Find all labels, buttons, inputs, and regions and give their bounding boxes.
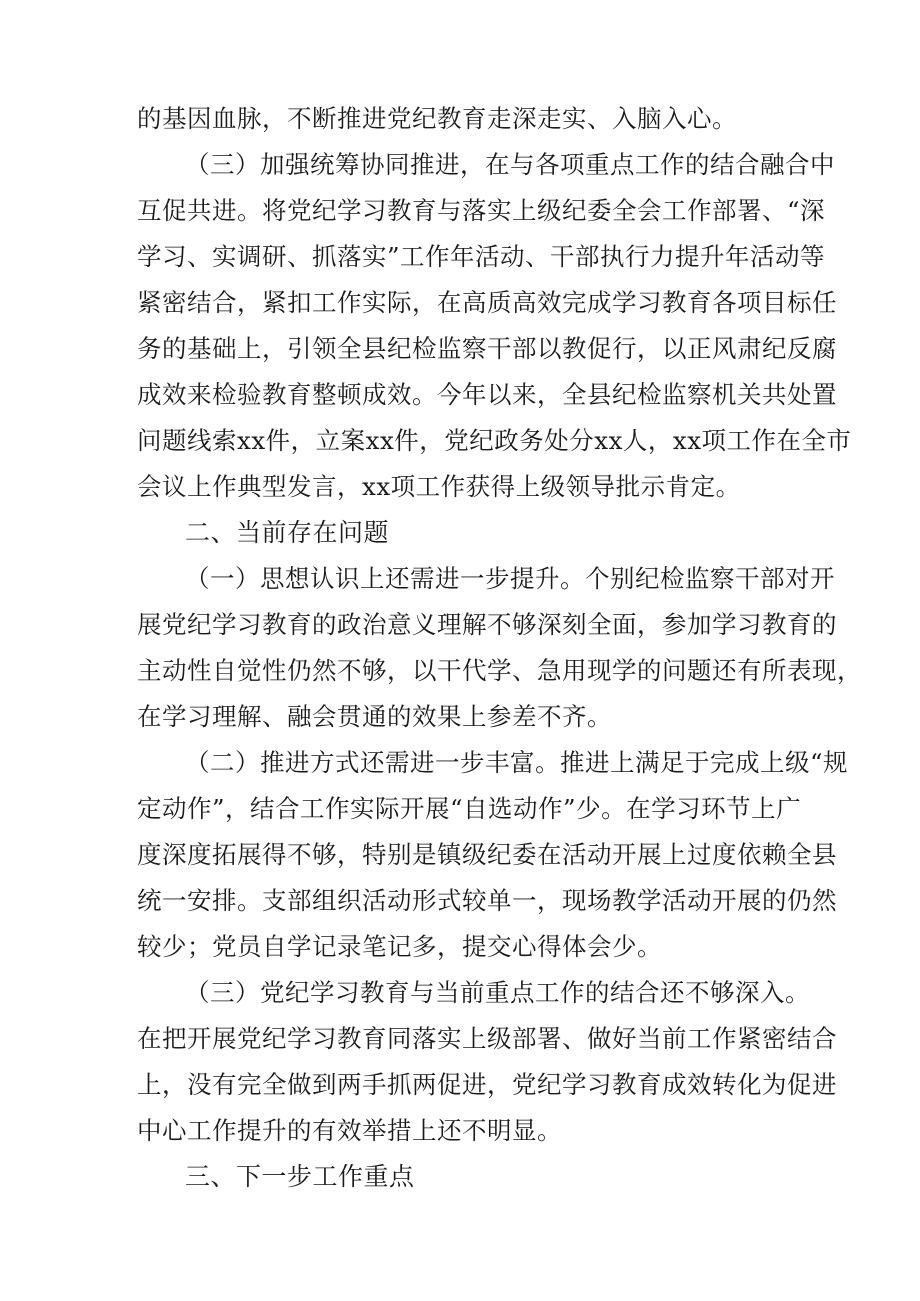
paragraph-line: 统一安排。支部组织活动形式较单一，现场教学活动开展的仍然 [137, 886, 837, 915]
paragraph-line: （三）党纪学习教育与当前重点工作的结合还不够深入。 [185, 978, 810, 1007]
paragraph-line: 较少；党员自学记录笔记多，提交心得体会少。 [137, 932, 662, 961]
paragraph-line: 在学习理解、融会贯通的效果上参差不齐。 [137, 702, 612, 731]
paragraph-line: 上，没有完全做到两手抓两促进，党纪学习教育成效转化为促进 [137, 1070, 837, 1099]
paragraph-line: 问题线索xx件，立案xx件，党纪政务处分xx人，xx项工作在全市 [137, 426, 852, 455]
paragraph-line: 互促共进。将党纪学习教育与落实上级纪委全会工作部署、“深 [137, 196, 826, 225]
paragraph-line: 成效来检验教育整顿成效。今年以来，全县纪检监察机关共处置 [137, 380, 837, 409]
paragraph-line: 定动作”，结合工作实际开展“自选动作”少。在学习环节上广 [137, 794, 802, 823]
paragraph-line: 学习、实调研、抓落实”工作年活动、干部执行力提升年活动等 [137, 242, 826, 271]
paragraph-line: 中心工作提升的有效举措上还不明显。 [137, 1116, 562, 1145]
paragraph-line: 会议上作典型发言，xx项工作获得上级领导批示肯定。 [137, 472, 741, 501]
paragraph-line: 务的基础上，引领全县纪检监察干部以教促行，以正风肃纪反腐 [137, 334, 837, 363]
paragraph-line: 的基因血脉，不断推进党纪教育走深走实、入脑入心。 [137, 104, 737, 133]
paragraph-line: （二）推进方式还需进一步丰富。推进上满足于完成上级“规 [185, 748, 849, 777]
paragraph-line: 在把开展党纪学习教育同落实上级部署、做好当前工作紧密结合 [137, 1024, 837, 1053]
paragraph-line: （一）思想认识上还需进一步提升。个别纪检监察干部对开 [185, 564, 835, 593]
paragraph-line: 紧密结合，紧扣工作实际，在高质高效完成学习教育各项目标任 [137, 288, 837, 317]
section-heading: 二、当前存在问题 [185, 518, 390, 547]
section-heading: 三、下一步工作重点 [185, 1162, 415, 1191]
paragraph-line: 展党纪学习教育的政治意义理解不够深刻全面，参加学习教育的 [137, 610, 837, 639]
paragraph-line: 主动性自觉性仍然不够，以干代学、急用现学的问题还有所表现， [137, 656, 862, 685]
paragraph-line: （三）加强统筹协同推进，在与各项重点工作的结合融合中 [185, 150, 835, 179]
paragraph-line: 度深度拓展得不够，特别是镇级纪委在活动开展上过度依赖全县 [137, 840, 837, 869]
